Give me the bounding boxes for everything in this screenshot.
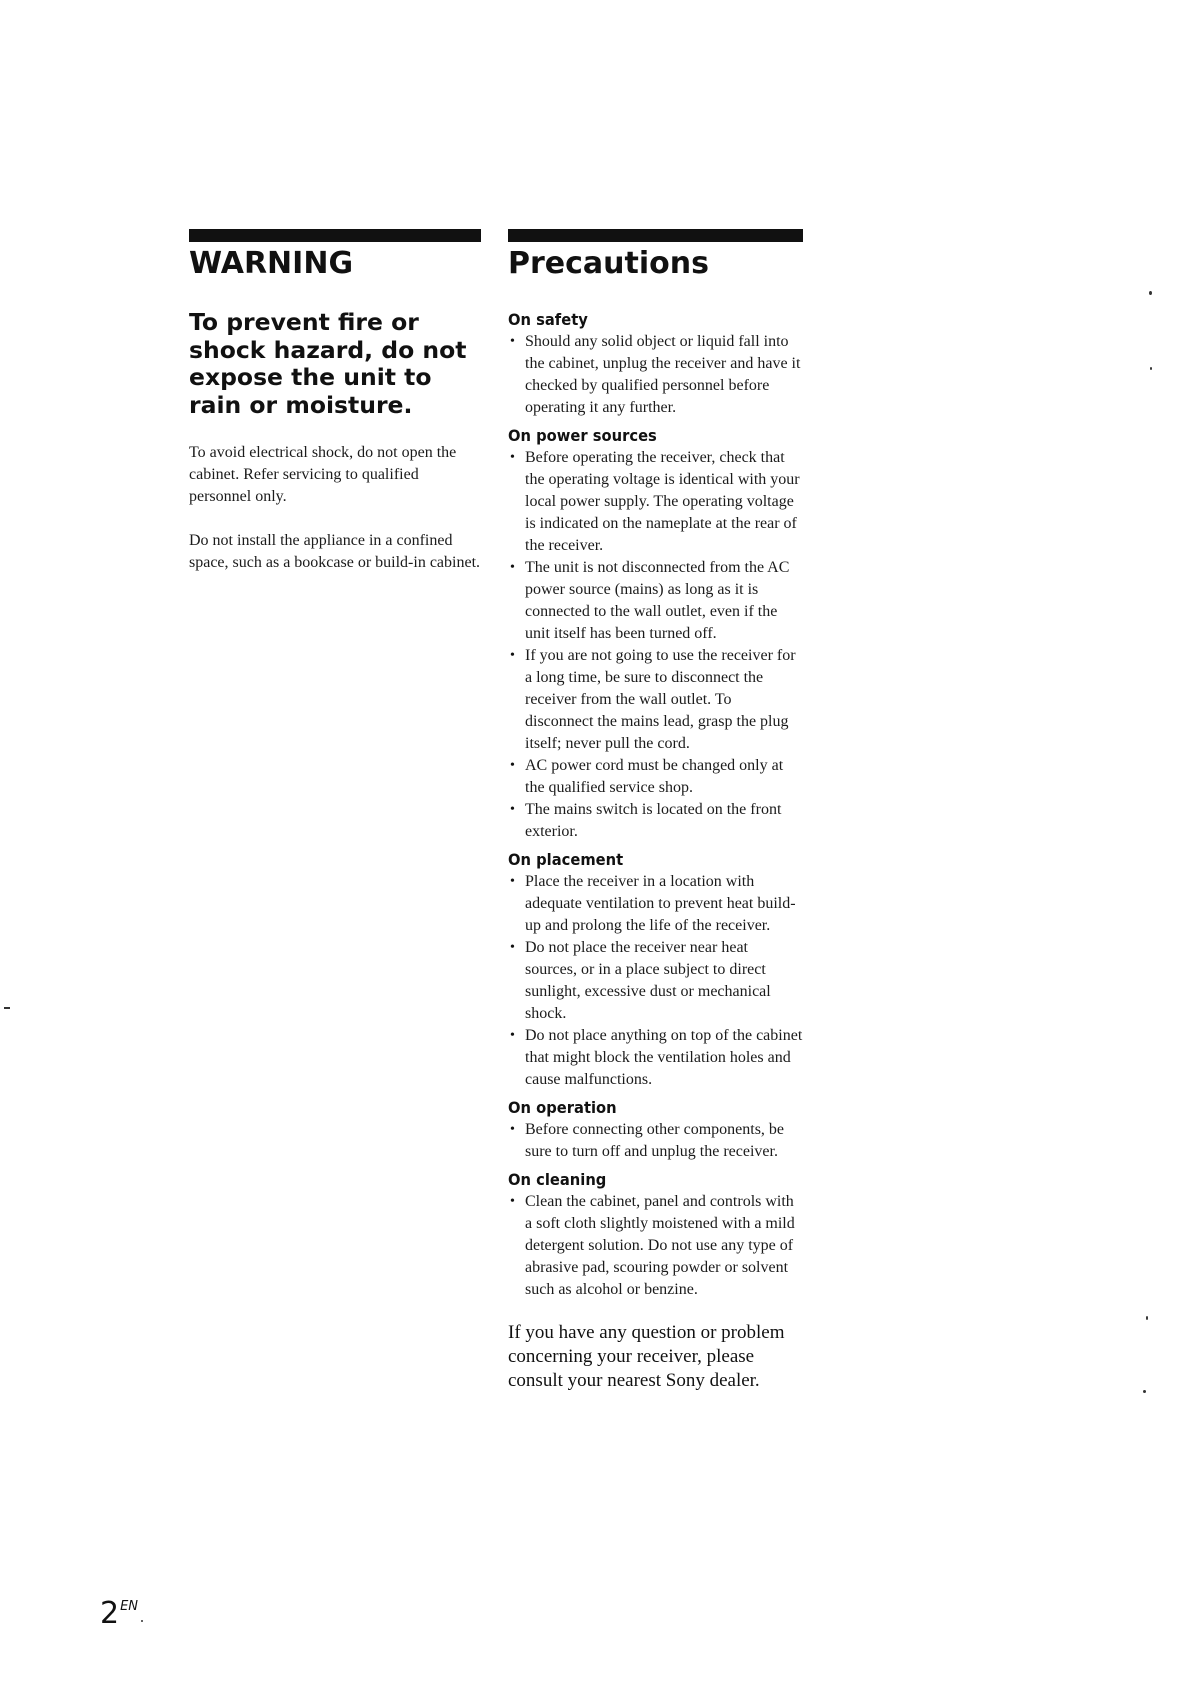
bullet-icon: •: [510, 758, 515, 773]
list-item: [508, 937, 803, 1025]
warning-headline: To prevent fire or shock hazard, do not expose the unit to rain or moisture.: [189, 308, 467, 419]
list-item-text: AC power cord must be changed only at the qualified service shop.: [525, 757, 784, 796]
bullet-list: [508, 871, 803, 1091]
list-item-text: If you are not going to use the receiver for a long time, be sure to disconnect the receiver from the wall outlet. To disconnect the mains lead, grasp the plug itself; never pull the cord.: [525, 647, 796, 752]
warning-paragraph: Do not install the appliance in a confined space, such as a bookcase or build-in cabinet.: [189, 532, 481, 571]
section-on-placement: [508, 849, 803, 1091]
warning-column: [189, 229, 481, 574]
list-item-text: The unit is not disconnected from the AC power source (mains) as long as it is connected to the wall outlet, even if the unit itself has been turned off.: [525, 559, 790, 642]
section-rule: [189, 229, 481, 242]
section-heading: On operation: [508, 1098, 617, 1117]
list-item-text: Before operating the receiver, check that the operating voltage is identical with your local power supply. The operating voltage is indicated on the nameplate at the rear of the receiver.: [525, 449, 800, 554]
page-number: [100, 1597, 138, 1631]
bullet-list: [508, 331, 803, 419]
list-item: [508, 755, 803, 799]
bullet-icon: •: [510, 648, 515, 663]
scan-speck: [141, 1620, 143, 1622]
list-item-text: Clean the cabinet, panel and controls with a soft cloth slightly moistened with a mild detergent solution. Do not use any type of abrasive pad, scouring powder or solvent such as alcohol or benzine.: [525, 1193, 795, 1298]
scan-speck: [4, 1007, 10, 1009]
page-number-value: 2: [100, 1596, 120, 1631]
section-on-cleaning: [508, 1169, 803, 1301]
bullet-icon: •: [510, 1122, 515, 1137]
list-item: [508, 1119, 803, 1163]
bullet-list: [508, 1119, 803, 1163]
section-heading: On cleaning: [508, 1170, 607, 1189]
section-on-operation: [508, 1097, 803, 1163]
list-item: [508, 645, 803, 755]
precautions-column: [508, 229, 803, 1393]
warning-paragraph: To avoid electrical shock, do not open the cabinet. Refer servicing to qualified personnel only.: [189, 444, 457, 505]
bullet-icon: •: [510, 560, 515, 575]
section-heading: On power sources: [508, 426, 657, 445]
list-item: [508, 331, 803, 419]
list-item-text: Place the receiver in a location with adequate ventilation to prevent heat build-up and prolong the life of the receiver.: [525, 873, 796, 934]
bullet-list: [508, 447, 803, 843]
scan-speck: [1149, 291, 1152, 295]
section-rule: [508, 229, 803, 242]
list-item: [508, 1191, 803, 1301]
list-item-text: Should any solid object or liquid fall into the cabinet, unplug the receiver and have it checked by qualified personnel before operating it any further.: [525, 333, 801, 416]
bullet-icon: •: [510, 334, 515, 349]
list-item-text: The mains switch is located on the front exterior.: [525, 801, 782, 840]
bullet-icon: •: [510, 1194, 515, 1209]
closing-note: If you have any question or problem concerning your receiver, please consult your nearest Sony dealer.: [508, 1322, 785, 1391]
scan-speck: [1143, 1390, 1146, 1393]
page-number-suffix: EN: [120, 1599, 139, 1614]
bullet-icon: •: [510, 874, 515, 889]
list-item: [508, 447, 803, 557]
bullet-icon: •: [510, 1028, 515, 1043]
list-item: [508, 1025, 803, 1091]
list-item: [508, 799, 803, 843]
bullet-icon: •: [510, 940, 515, 955]
scan-speck: [1150, 367, 1152, 370]
list-item-text: Before connecting other components, be sure to turn off and unplug the receiver.: [525, 1121, 785, 1160]
bullet-list: [508, 1191, 803, 1301]
section-on-safety: [508, 309, 803, 419]
section-heading: On placement: [508, 850, 624, 869]
warning-title: WARNING: [189, 246, 354, 281]
list-item-text: Do not place the receiver near heat sources, or in a place subject to direct sunlight, excessive dust or mechanical shock.: [525, 939, 771, 1022]
list-item: [508, 557, 803, 645]
bullet-icon: •: [510, 450, 515, 465]
precautions-title: Precautions: [508, 246, 709, 281]
list-item-text: Do not place anything on top of the cabinet that might block the ventilation holes and cause malfunctions.: [525, 1027, 803, 1088]
list-item: [508, 871, 803, 937]
section-on-power-sources: [508, 425, 803, 843]
section-heading: On safety: [508, 310, 588, 329]
bullet-icon: •: [510, 802, 515, 817]
scan-speck: [1146, 1316, 1148, 1320]
